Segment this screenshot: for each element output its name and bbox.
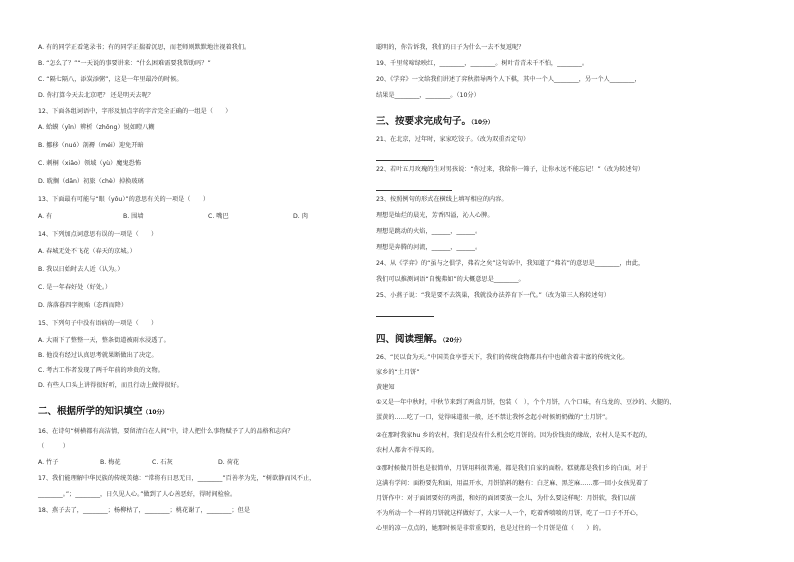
section-2-heading	[38, 406, 168, 419]
passage-p2-line-2: 农村人都舍不得买的。	[376, 447, 438, 454]
q22-answer-line[interactable]	[376, 190, 452, 191]
q24-line-2: 我们可以推测词语“自愧弗如”的大概意思是________。	[376, 276, 525, 283]
q11-option-c: C. “隔七隔八，添炭添粥”，这是一年里最冷的时候。	[38, 76, 183, 83]
q16-stem: 16、在诗句“树横都有高洁情，要留清白在人间”中，诗人把什么事物赋予了人的品格和志向？	[38, 428, 294, 435]
passage-p3-line-1: ③那时候做月饼也是很简单，月饼用料很普通，都是我们自家的面粉。糕就都是我们乡的白面，对于	[376, 465, 648, 472]
q16-option-d: D. 荷花	[218, 459, 240, 466]
passage-p1-line-1: ①又是一年中秋时，中秋节来到了两盒月饼，包装（ ），个个月饼，八个口味，有乌龙的、豆沙的、火腿的、	[376, 399, 676, 406]
q11-option-d: D. 你打算今天去北京吧？ 还是明天去呢？	[38, 92, 154, 99]
section-4-points: （20分）	[442, 338, 466, 344]
section-2-title: 二、根据所学的知识填空	[38, 406, 143, 417]
q20-line-1: 20、《学弈》一文给我们讲述了弈秋指导两个人下棋，其中一个人________，另一个人________，	[376, 76, 641, 83]
q22-stem: 22、若叶五月玫瑰的生对男孩说：“你过来，我给你一筛子，让你永远不能忘记！”（改为转述句）	[376, 166, 644, 173]
q11-option-b: B. “怎么了？”“一天说的事要讲来：“什么困难需要我帮助吗？”	[38, 60, 211, 67]
q15-option-a: A. 大雨下了整整一天，整条街道被雨水浸透了。	[38, 337, 170, 344]
q17-line-2: ________。”；________，日久见人心。”做到了人心善恶好，得时间检验。	[38, 491, 237, 498]
passage-author: 黄建知	[376, 384, 395, 391]
q16-option-a: A. 竹子	[38, 459, 59, 466]
q15-option-d: D. 有些人口头上讲得很好听，而且行动上做得很好。	[38, 382, 183, 389]
q15-option-b: B. 他没有经过认真思考就果断做出了决定。	[38, 352, 158, 359]
q13-option-b: B. 围墙	[123, 213, 144, 220]
q26-stem: 26、“民以食为天。”中国美食享誉天下，我们的传统食物都具有中也蕴含着丰富的传统文化。	[376, 354, 629, 361]
q12-option-a: A. 蛤蟆（yǐn）辨析（zhōng）锐如瞪八糊	[38, 124, 155, 131]
section-2-points: （10分）	[142, 410, 168, 416]
passage-p3-line-2: 这满有学问：面粉要先和面，用温开水，月饼馅料的糖有：白芝麻、黑芝麻……那一回小女孩见着了	[376, 480, 649, 487]
passage-p1-line-2: 蛋黄的……吃了一口，觉得味道很一般，还不禁让我怀念起小时候奶奶做的“土月饼”。	[376, 414, 612, 421]
passage-subtitle: 家乡的“土月饼”	[376, 369, 420, 376]
q15-option-c: C. 考古工作者发现了两千年前的珍贵的文物。	[38, 367, 164, 374]
q24-line-1: 24、从《学弈》的“虽与之俱学，弗若之矣”这句话中，我知道了“弗若”的意思是________，由此，	[376, 260, 645, 267]
q23-line-1: 理想是跳动的火焰，______，______。	[376, 228, 482, 235]
q14-stem: 14、下列加点词意思有误的一项是（ ）	[38, 231, 158, 238]
q25-answer-line[interactable]	[376, 316, 434, 317]
q21-answer-line[interactable]	[376, 160, 434, 161]
q13-option-a: A. 有	[38, 213, 53, 220]
section-3-points: （10分）	[471, 120, 494, 126]
q18-continuation: 聪明的，你告诉我，我们的日子为什么一去不复返呢？	[376, 44, 525, 51]
q23-example: 理想是灿烂的晨光，芳香四溢，沁人心脾。	[376, 212, 494, 219]
right-column	[376, 0, 716, 562]
q11-option-a: A. 有的同学正看笔录书；有的同学正揣着沉思，而老师则默默地注视着我们。	[38, 44, 251, 51]
passage-p2-line-1: ②在那时我家hu 乡的农村，我们是没有什么机会吃月饼的。因为价钱贵的缘故，农村人是买不起的，	[376, 432, 652, 439]
q12-option-d: D. 耽搁（dān）初旅（chè）掉换玻璃	[38, 178, 144, 185]
q17-line-1: 17、我们能理解中华民族的传统美德：“常将有日思无日，________”百善孝为先，“树欲静而风不止，	[38, 475, 316, 482]
passage-p3-line-4: 不为所动一个一样的月饼就这样做好了，大家一人一个，吃着香喷喷的月饼，吃了一口子不开心，	[376, 510, 643, 517]
passage-p3-line-5: 心里的凉一点点的，她那时候是非常重要的，也是过往的一个月饼是值（ ）的。	[376, 525, 605, 532]
q23-stem: 23、按照例句的形式在横线上填写相应的内容。	[376, 196, 508, 203]
q16-answer-paren: （ ）	[38, 443, 69, 450]
passage-p3-line-3: 月饼作中：对于面团要好的鸡蛋，和好的面团要放一会儿，为什么要这样呢：月饼软，我们以前	[376, 495, 636, 502]
q23-line-2: 理想是奔腾的河流，______，______。	[376, 244, 482, 251]
q13-option-d: D. 肉	[293, 213, 308, 220]
q15-stem: 15、下列句子中没有语病的一项是（ ）	[38, 320, 158, 327]
q16-option-c: C. 石灰	[152, 459, 173, 466]
q14-option-b: B. 我以日始时去人近（认为。）	[38, 266, 124, 273]
section-3-heading	[376, 116, 494, 129]
q20-line-2: 结果是________，________。（10分）	[376, 92, 480, 99]
q16-option-b: B. 梅花	[100, 459, 121, 466]
q13-stem: 13、下面最有可能与“眼（yǒu）”的意思有关的一项是（ ）	[38, 196, 210, 203]
q14-option-d: D. 落落暮四字规贻（态西而降）	[38, 302, 128, 309]
q21-stem: 21、在北京，过年时，家家吃饺子。（改为双重否定句）	[376, 136, 530, 143]
q14-option-a: A. 春城无处不飞花（春天的京城。）	[38, 248, 136, 255]
q13-option-c: C. 嘴巴	[208, 213, 229, 220]
section-4-heading	[376, 334, 465, 347]
q12-option-c: C. 刺桐（xiāo）领域（yù）魔鬼恐怖	[38, 160, 142, 167]
q18-stem: 18、燕子去了，________；杨柳枯了，________；桃花谢了，________；但是	[38, 507, 251, 514]
q19-stem: 19、千里莺啼绿映红，________，________。树叶青青未千不怕，________。	[376, 60, 589, 67]
q12-option-b: B. 挪移（nuó）剖褥（méi）迎免开暗	[38, 142, 144, 149]
section-4-title: 四、阅读理解。	[376, 334, 443, 345]
section-3-title: 三、按要求完成句子。	[376, 116, 472, 127]
q12-stem: 12、下面各组词语中，字形及加点字的字音完全正确的一组是（ ）	[38, 108, 232, 115]
left-column	[38, 0, 378, 562]
q14-option-c: C. 是一年春好处（好处。）	[38, 284, 112, 291]
q25-stem: 25、小燕子说：“我是要不去筑巢，我就没办法养育下一代。”（改为第三人称转述句）	[376, 292, 610, 299]
